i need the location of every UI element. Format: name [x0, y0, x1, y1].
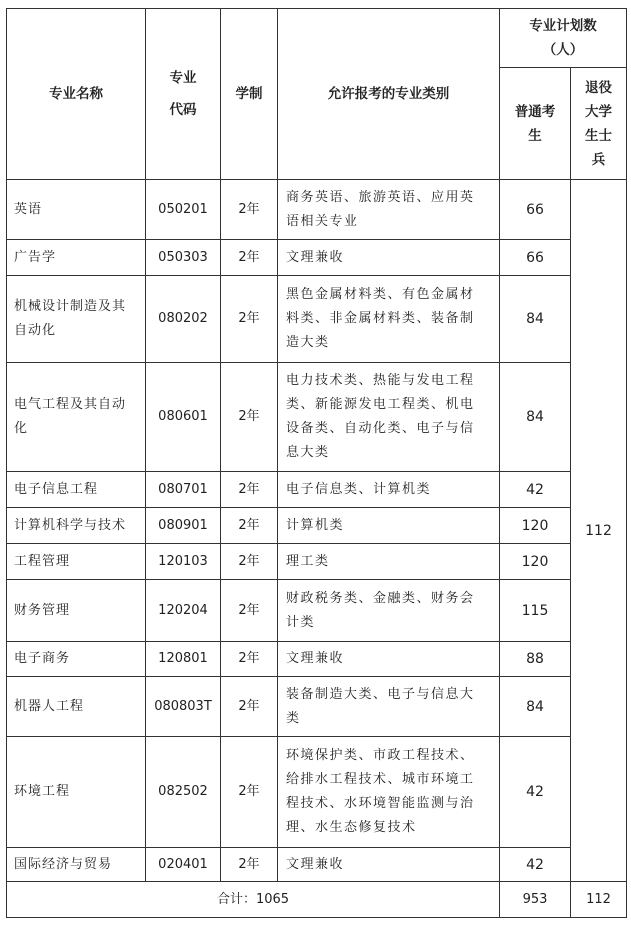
major-name: [7, 180, 146, 240]
allowed-categories: [278, 363, 500, 472]
table-row: [7, 677, 627, 737]
duration: 2年: [221, 240, 278, 276]
duration: 2年: [221, 180, 278, 240]
major-code: 080901: [146, 508, 221, 544]
major-name: [7, 642, 146, 677]
duration: 2年: [221, 848, 278, 882]
major-name: [7, 580, 146, 642]
major-name: [7, 508, 146, 544]
regular-count: 115: [500, 580, 571, 642]
allowed-category-line: 理、水生态修复技术: [286, 820, 417, 835]
table-row: [7, 848, 627, 882]
regular-count: 42: [500, 472, 571, 508]
major-name-line: 计算机科学与技术: [14, 517, 127, 533]
enrollment-plan-table: [6, 8, 627, 918]
duration: 2年: [221, 677, 278, 737]
header-major-code: [146, 9, 221, 180]
major-name-line: 自动化: [14, 323, 57, 338]
total-label: 合计：1065: [7, 882, 500, 918]
major-name-line: 化: [14, 421, 29, 436]
allowed-category-line: 环境保护类、市政工程技术、: [286, 748, 475, 763]
header-code-line1: 专业: [169, 70, 197, 86]
header-regular: [500, 68, 571, 180]
header-major-name: 专业名称: [7, 9, 146, 180]
major-name-line: 环境工程: [14, 784, 71, 799]
major-code: 120204: [146, 580, 221, 642]
allowed-categories: [278, 642, 500, 677]
major-name: [7, 472, 146, 508]
allowed-category-line: 文理兼收: [286, 856, 345, 872]
table-row: [7, 240, 627, 276]
allowed-category-line: 计类: [286, 614, 316, 630]
regular-count: 84: [500, 276, 571, 363]
major-name-line: 电气工程及其自动: [14, 397, 127, 412]
regular-count: 84: [500, 677, 571, 737]
allowed-category-line: 息大类: [286, 445, 330, 460]
allowed-category-line: 电力技术类、热能与发电工程: [286, 373, 475, 388]
major-name: [7, 363, 146, 472]
table-row: [7, 580, 627, 642]
header-veteran-line1: 退役: [585, 79, 612, 96]
major-code: 080601: [146, 363, 221, 472]
duration: 2年: [221, 508, 278, 544]
table-row: [7, 642, 627, 677]
duration: 2年: [221, 580, 278, 642]
major-code: 080202: [146, 276, 221, 363]
major-name-line: 国际经济与贸易: [14, 856, 113, 872]
major-code: 080701: [146, 472, 221, 508]
allowed-category-line: 黑色金属材料类、有色金属材: [286, 287, 475, 302]
regular-count: 84: [500, 363, 571, 472]
regular-count: 66: [500, 240, 571, 276]
allowed-category-line: 类、新能源发电工程类、机电: [286, 397, 475, 412]
header-plan-count: [500, 9, 627, 68]
allowed-categories: [278, 276, 500, 363]
table-row: [7, 180, 627, 240]
major-code: 082502: [146, 737, 221, 848]
duration: 2年: [221, 642, 278, 677]
allowed-category-line: 语相关专业: [286, 213, 359, 229]
allowed-categories: [278, 580, 500, 642]
header-duration: 学制: [221, 9, 278, 180]
header-code-line2: 代码: [169, 102, 197, 118]
allowed-category-line: 给排水工程技术、城市环境工: [286, 772, 475, 787]
header-regular-line1: 普通考: [514, 103, 556, 120]
major-code: 120801: [146, 642, 221, 677]
regular-count: 88: [500, 642, 571, 677]
duration: 2年: [221, 737, 278, 848]
allowed-categories: [278, 677, 500, 737]
major-name-line: 财务管理: [14, 602, 71, 618]
allowed-category-line: 料类、非金属材料类、装备制: [286, 311, 475, 326]
major-name: [7, 737, 146, 848]
header-row-top: [7, 9, 627, 68]
major-name-line: 机器人工程: [14, 698, 85, 714]
major-name-line: 工程管理: [14, 553, 71, 569]
header-regular-line2: 生: [528, 127, 542, 144]
major-code: 050303: [146, 240, 221, 276]
allowed-categories: [278, 848, 500, 882]
major-code: 120103: [146, 544, 221, 580]
total-veteran: 112: [571, 882, 627, 918]
allowed-categories: [278, 240, 500, 276]
allowed-category-line: 计算机类: [286, 517, 345, 533]
table-row: [7, 544, 627, 580]
major-name-line: 广告学: [14, 249, 57, 265]
regular-count: 120: [500, 544, 571, 580]
allowed-categories: [278, 737, 500, 848]
allowed-category-line: 程技术、水环境智能监测与治: [286, 796, 475, 811]
duration: 2年: [221, 544, 278, 580]
allowed-category-line: 装备制造大类、电子与信息大: [286, 686, 475, 702]
table-row: [7, 737, 627, 848]
allowed-category-line: 电子信息类、计算机类: [286, 481, 432, 497]
major-code: 080803T: [146, 677, 221, 737]
major-name: [7, 276, 146, 363]
duration: 2年: [221, 276, 278, 363]
allowed-category-line: 理工类: [286, 553, 330, 569]
duration: 2年: [221, 472, 278, 508]
header-veteran-line3: 生士: [585, 127, 612, 144]
table-row: [7, 508, 627, 544]
header-veteran: [571, 68, 627, 180]
header-plan-line1: 专业计划数: [529, 18, 597, 34]
veteran-count: 112: [571, 180, 627, 882]
major-name: [7, 544, 146, 580]
allowed-category-line: 财政税务类、金融类、财务会: [286, 590, 475, 606]
regular-count: 42: [500, 848, 571, 882]
header-allowed-categories: 允许报考的专业类别: [278, 9, 500, 180]
header-plan-line2: （人）: [542, 42, 584, 58]
major-name: [7, 848, 146, 882]
allowed-category-line: 商务英语、旅游英语、应用英: [286, 189, 475, 205]
major-code: 050201: [146, 180, 221, 240]
allowed-category-line: 文理兼收: [286, 249, 345, 265]
table-row: [7, 276, 627, 363]
table-row: [7, 472, 627, 508]
allowed-categories: [278, 180, 500, 240]
allowed-categories: [278, 508, 500, 544]
major-name: [7, 677, 146, 737]
major-name-line: 电子信息工程: [14, 481, 99, 497]
header-veteran-line4: 兵: [591, 151, 606, 168]
total-row: [7, 882, 627, 918]
allowed-category-line: 文理兼收: [286, 651, 345, 666]
allowed-category-line: 造大类: [286, 335, 330, 350]
major-name-line: 机械设计制造及其: [14, 299, 127, 314]
allowed-category-line: 类: [286, 710, 301, 726]
major-name-line: 英语: [14, 201, 43, 217]
regular-count: 66: [500, 180, 571, 240]
allowed-categories: [278, 544, 500, 580]
total-regular: 953: [500, 882, 571, 918]
allowed-category-line: 设备类、自动化类、电子与信: [286, 421, 475, 436]
table-row: [7, 363, 627, 472]
major-name: [7, 240, 146, 276]
regular-count: 42: [500, 737, 571, 848]
header-veteran-line2: 大学: [585, 103, 612, 120]
major-name-line: 电子商务: [14, 651, 71, 666]
duration: 2年: [221, 363, 278, 472]
regular-count: 120: [500, 508, 571, 544]
major-code: 020401: [146, 848, 221, 882]
allowed-categories: [278, 472, 500, 508]
